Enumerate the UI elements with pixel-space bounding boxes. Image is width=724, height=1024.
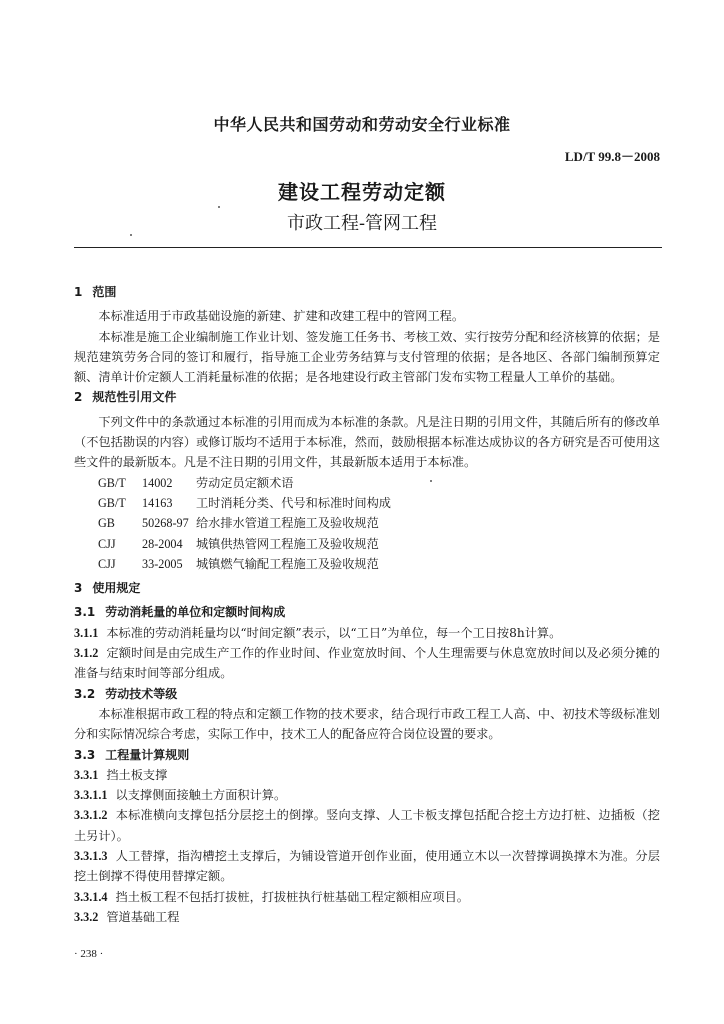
document-body: [74, 282, 660, 927]
clause-number: 3.1.1: [74, 625, 99, 640]
document-subtitle: 市政工程-管网工程: [286, 213, 438, 234]
issuing-organization: 中华人民共和国劳动和劳动安全行业标准: [213, 115, 511, 134]
list-item: [74, 473, 660, 493]
clause: [74, 785, 660, 805]
document-title: 建设工程劳动定额: [278, 180, 446, 204]
ref-number: 14163: [142, 495, 173, 510]
subsection-heading: [74, 745, 660, 765]
paragraph: 下列文件中的条款通过本标准的引用而成为本标准的条款。凡是注日期的引用文件，其随后所有的修改单（不包括勘误的内容）或修订版均不适用于本标准，然而，鼓励根据本标准达成协议的各方研究是否可使用这些文件的最新版本。凡是不注日期的引用文件，其最新版本适用于本标准。: [74, 414, 660, 470]
clause: [74, 887, 660, 907]
ref-name: 城镇供热管网工程施工及验收规范: [196, 536, 379, 551]
subsection-heading: [74, 684, 660, 704]
section-number: 3: [74, 581, 83, 596]
clause: [74, 623, 660, 643]
ref-name: 给水排水管道工程施工及验收规范: [196, 516, 379, 531]
clause-number: 3.3.1.1: [74, 788, 108, 803]
scan-speck: [130, 234, 132, 236]
clause-text: 挡土板支撑: [106, 767, 168, 782]
clause-text: 人工替撑，指沟槽挖土支撑后，为铺设管道开创作业面，使用通立木以一次替撑调换撑木为准。分层挖土倒撑不得使用替撑定额。: [74, 849, 660, 884]
clause: [74, 643, 660, 684]
clause-text: 管道基础工程: [106, 909, 180, 924]
ref-code: CJJ: [98, 556, 116, 571]
ref-number: 28-2004: [142, 536, 183, 551]
ref-name: 城镇燃气输配工程施工及验收规范: [196, 556, 379, 571]
clause-text: 以支撑侧面接触土方面积计算。: [115, 788, 287, 803]
standard-code: LD/T 99.8－2008: [564, 149, 660, 164]
ref-number: 33-2005: [142, 556, 183, 571]
section-number: 2: [74, 390, 83, 405]
section-title: 劳动技术等级: [105, 686, 178, 701]
ref-name: 劳动定员定额术语: [196, 475, 294, 490]
clause: [74, 846, 660, 887]
list-item: [74, 493, 660, 513]
section-heading: [74, 387, 660, 407]
clause-text: 定额时间是由完成生产工作的作业时间、作业宽放时间、个人生理需要与休息宽放时间以及必须分摊的准备与结束时间等部分组成。: [74, 646, 660, 681]
scan-speck: [218, 206, 220, 208]
paragraph: 本标准适用于市政基础设施的新建、扩建和改建工程中的管网工程。: [98, 309, 465, 324]
ref-number: 50268-97: [142, 516, 189, 531]
section-heading: [74, 282, 660, 302]
section-heading: [74, 578, 660, 598]
section-title: 范围: [92, 285, 117, 299]
clause-number: 3.3.2: [74, 909, 99, 924]
section-title: 工程量计算规则: [105, 747, 190, 762]
ref-code: GB: [98, 516, 115, 531]
list-item: [74, 513, 660, 533]
ref-code: GB/T: [98, 475, 126, 490]
clause-number: 3.1.2: [74, 646, 99, 661]
clause-number: 3.3.1.3: [74, 849, 108, 864]
clause: [74, 765, 660, 785]
clause-number: 3.3.1: [74, 767, 99, 782]
header-divider: [74, 247, 662, 248]
clause-text: 挡土板工程不包括打拔桩，打拔桩执行桩基础工程定额相应项目。: [115, 889, 469, 904]
section-number: 3.2: [74, 686, 96, 701]
ref-name: 工时消耗分类、代号和标准时间构成: [196, 495, 391, 510]
list-item: [74, 534, 660, 554]
section-number: 3.1: [74, 605, 96, 620]
reference-list: [74, 473, 660, 574]
clause-text: 本标准横向支撑包括分层挖土的倒撑。竖向支撑、人工卡板支撑包括配合挖土方边打桩、边插板（挖土另计）。: [74, 808, 660, 843]
clause-number: 3.3.1.4: [74, 889, 108, 904]
clause-number: 3.3.1.2: [74, 808, 108, 823]
section-number: 1: [74, 285, 83, 299]
clause: [74, 907, 660, 927]
page-number: · 238 ·: [74, 948, 104, 960]
clause-text: 本标准的劳动消耗量均以“时间定额”表示，以“工日”为单位，每一个工日按8h计算。: [106, 625, 562, 640]
section-title: 使用规定: [92, 581, 141, 596]
section-title: 规范性引用文件: [92, 390, 177, 405]
list-item: [74, 554, 660, 574]
ref-number: 14002: [142, 475, 173, 490]
section-number: 3.3: [74, 747, 96, 762]
paragraph: 本标准根据市政工程的特点和定额工作物的技术要求，结合现行市政工程工人高、中、初技术等级标准划分和实际情况综合考虑，实际工作中，技术工人的配备应符合岗位设置的要求。: [74, 706, 660, 742]
ref-code: CJJ: [98, 536, 116, 551]
subsection-heading: [74, 602, 660, 622]
paragraph: 本标准是施工企业编制施工作业计划、签发施工任务书、考核工效、实行按劳分配和经济核算的依据；是规范建筑劳务合同的签订和履行，指导施工企业劳务结算与支付管理的依据；是各地区、各部门编制预算定额、清单计价定额人工消耗量标准的依据；是各地建设行政主管部门发布实物工程量人工单价的基础。: [74, 329, 660, 385]
clause: [74, 805, 660, 846]
section-title: 劳动消耗量的单位和定额时间构成: [105, 605, 286, 620]
ref-code: GB/T: [98, 495, 126, 510]
